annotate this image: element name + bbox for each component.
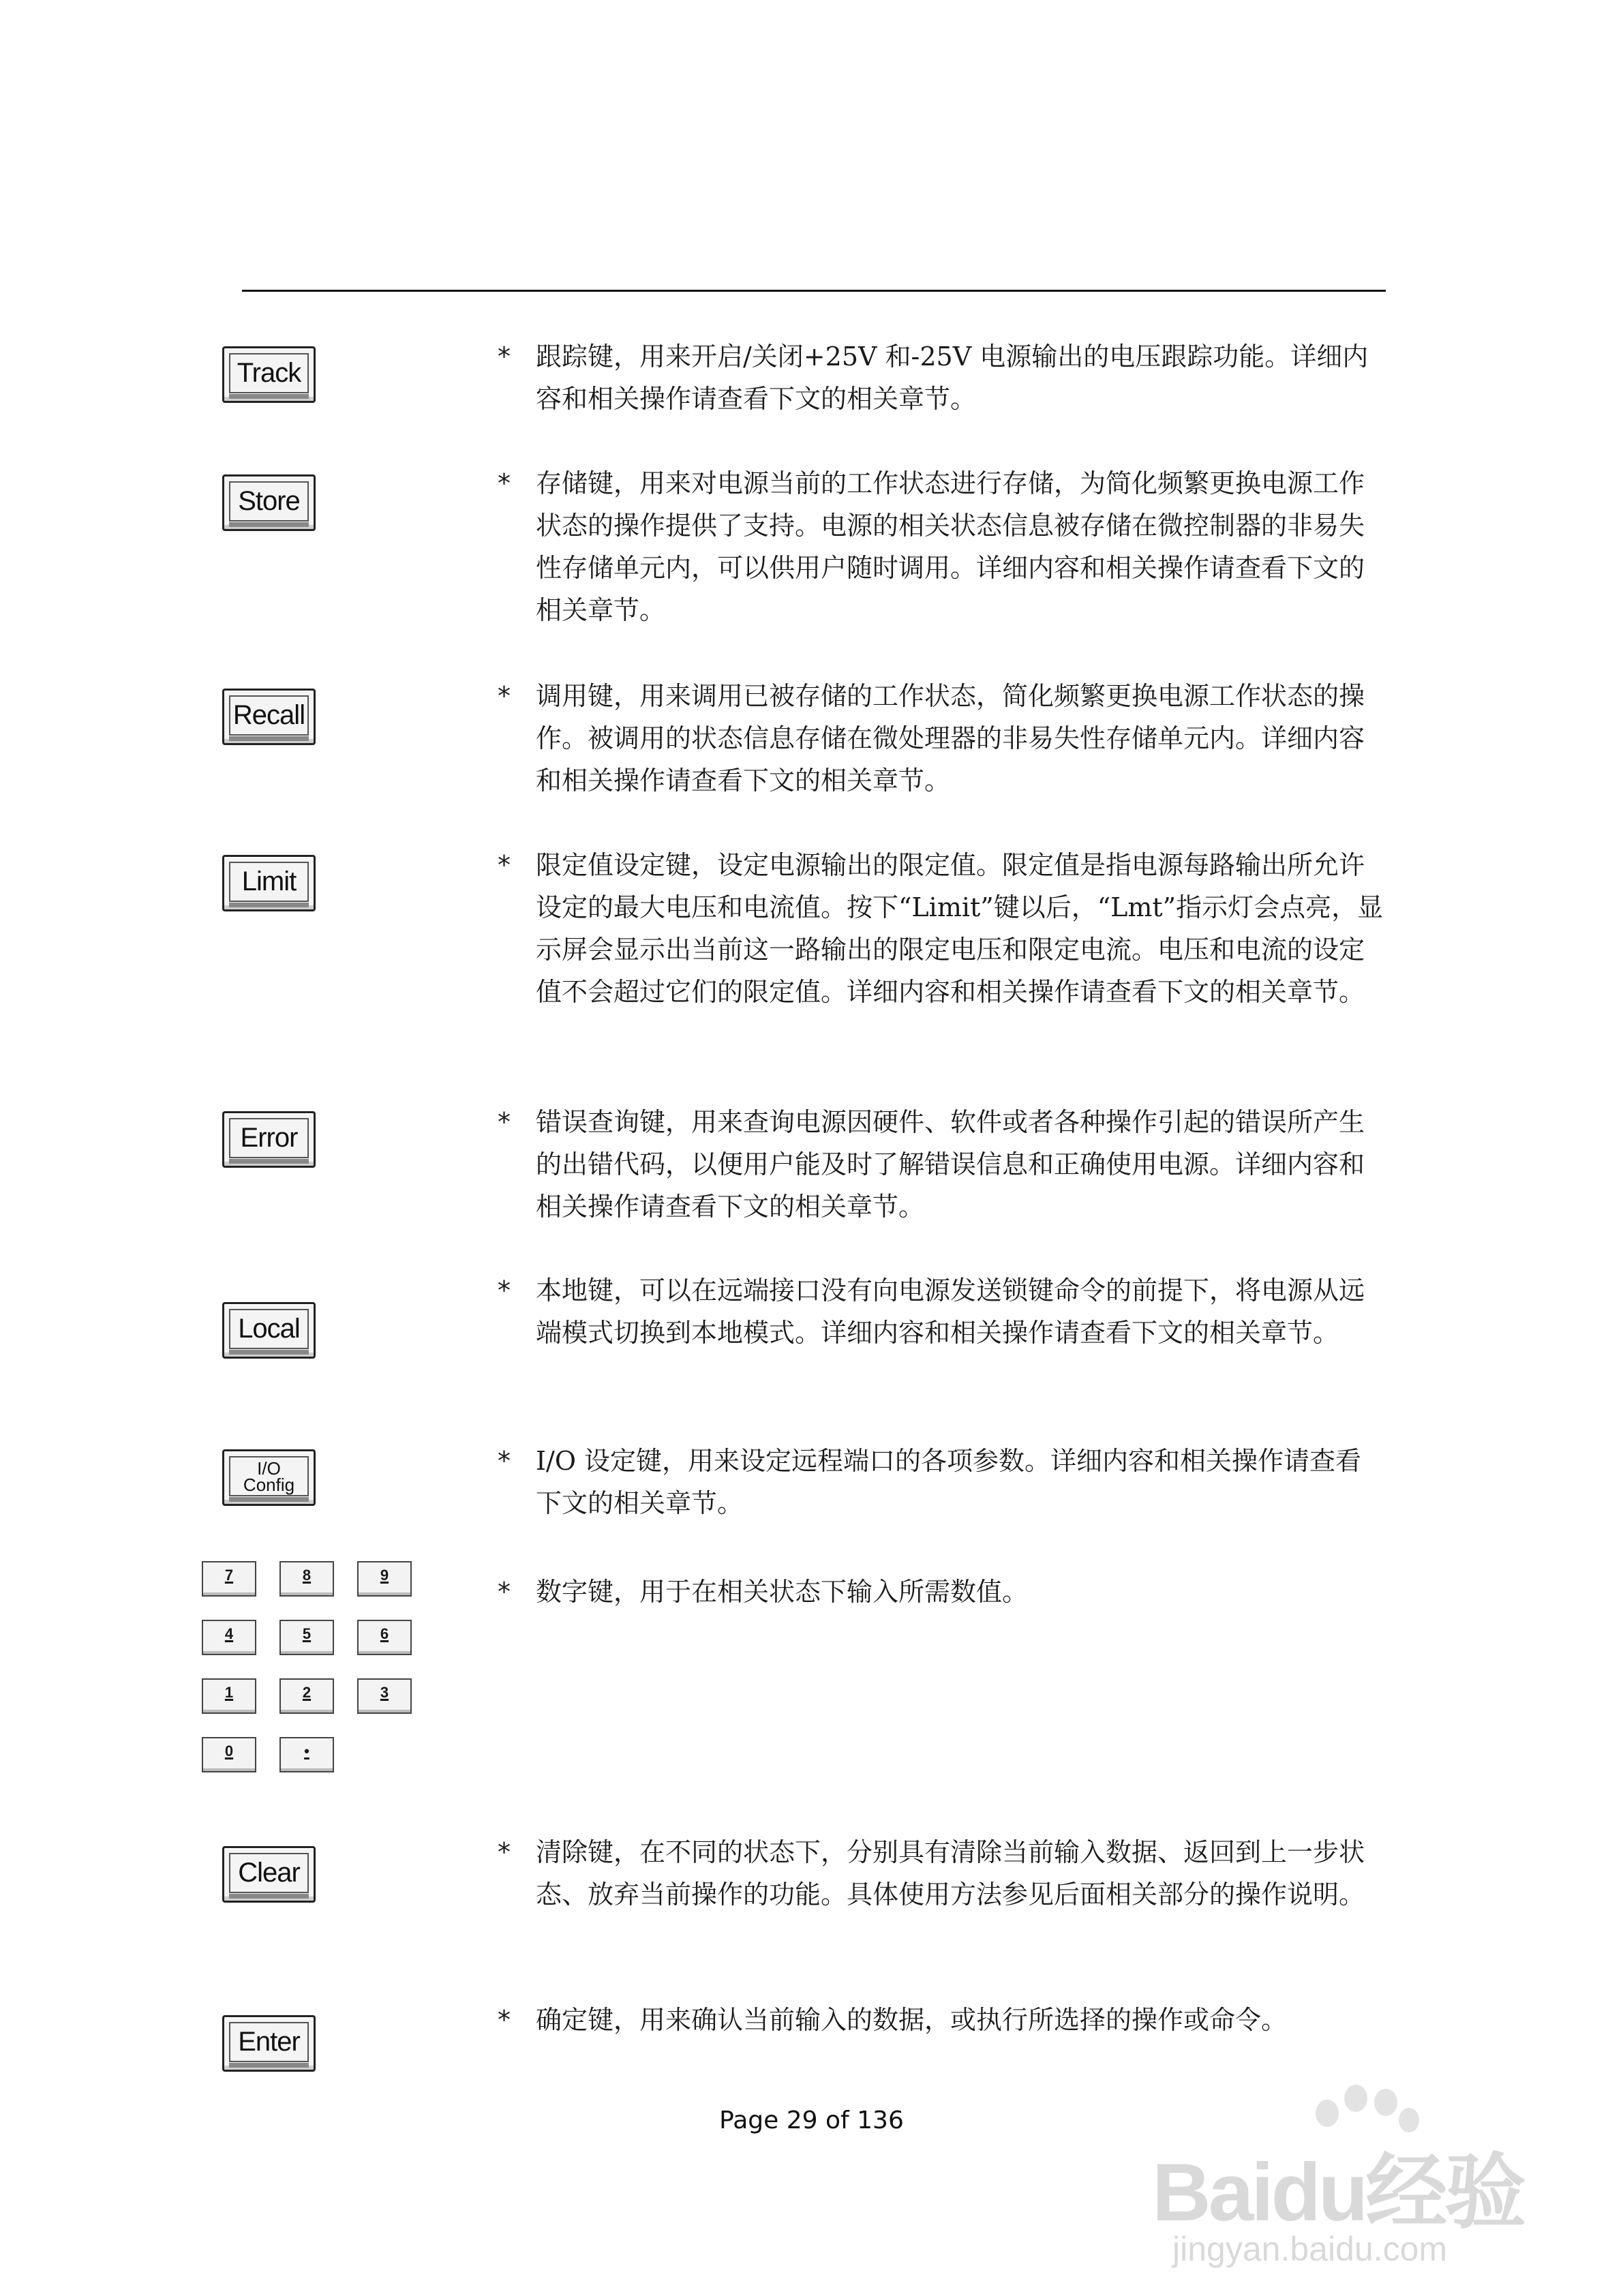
clear-key-label: Clear <box>229 1853 309 1893</box>
numpad-key-label: 3 <box>380 1684 389 1701</box>
numpad-key-label: 8 <box>302 1567 312 1584</box>
numpad-key-label: • <box>304 1742 309 1759</box>
store-text: 存储键，用来对电源当前的工作状态进行存储，为简化频繁更换电源工作状态的操作提供了支持。电源的相关状态信息被存储在微控制器的非易失性存储单元内，可以供用户随时调用。详细内容和相关操作请查看下文的相关章节。 <box>536 468 1365 625</box>
bullet: * <box>498 1446 511 1476</box>
numpad-text: 数字键，用于在相关状态下输入所需数值。 <box>536 1577 1029 1607</box>
recall-key-label: Recall <box>229 695 309 736</box>
track-description <box>498 335 1384 420</box>
io-config-key-bottom: Config <box>243 1474 295 1495</box>
error-description <box>498 1101 1384 1228</box>
io-config-key-label <box>229 1456 309 1496</box>
enter-key-icon <box>222 2015 316 2072</box>
numpad-key-8 <box>279 1561 334 1597</box>
watermark-logo: Baidu经验 <box>1152 2147 1524 2238</box>
io-config-text: I/O 设定键，用来设定远程端口的各项参数。详细内容和相关操作请查看下文的相关章节。 <box>536 1446 1362 1518</box>
local-description <box>498 1269 1384 1354</box>
clear-description <box>498 1831 1384 1916</box>
baidu-watermark <box>1152 2072 1534 2277</box>
error-key-icon <box>222 1111 316 1168</box>
recall-text: 调用键，用来调用已被存储的工作状态，简化频繁更换电源工作状态的操作。被调用的状态信息存储在微处理器的非易失性存储单元内。详细内容和相关操作请查看下文的相关章节。 <box>536 681 1365 796</box>
numpad-key-label: 7 <box>224 1567 234 1584</box>
numpad-key-4 <box>202 1620 256 1655</box>
store-description <box>498 462 1384 631</box>
limit-key-icon <box>222 855 316 911</box>
track-key-label: Track <box>229 353 309 393</box>
numpad-key-9 <box>357 1561 412 1597</box>
bullet: * <box>498 1275 511 1305</box>
numpad-description <box>498 1571 1384 1613</box>
numpad-key-5 <box>279 1620 334 1655</box>
local-key-label: Local <box>229 1309 309 1349</box>
header-rule <box>242 290 1386 292</box>
clear-key-icon <box>222 1846 316 1903</box>
clear-text: 清除键，在不同的状态下，分别具有清除当前输入数据、返回到上一步状态、放弃当前操作的功能。具体使用方法参见后面相关部分的操作说明。 <box>536 1837 1365 1909</box>
numpad-key-6 <box>357 1620 412 1655</box>
numpad-key-3 <box>357 1678 412 1714</box>
numpad-key-7 <box>202 1561 256 1597</box>
recall-description <box>498 675 1384 802</box>
bullet: * <box>498 342 511 372</box>
limit-description <box>498 844 1384 1013</box>
numpad-key-label: 5 <box>302 1625 312 1642</box>
watermark-url: jingyan.baidu.com <box>1172 2230 1448 2268</box>
io-config-key-top: I/O <box>257 1457 281 1479</box>
limit-text: 限定值设定键，设定电源输出的限定值。限定值是指电源每路输出所允许设定的最大电压和电流值。按下“Limit”键以后，“Lmt”指示灯会点亮，显示屏会显示出当前这一路输出的限定电压和限定电流。电压和电流的设定值不会超过它们的限定值。详细内容和相关操作请查看下文的相关章节。 <box>536 850 1384 1007</box>
local-key-icon <box>222 1302 316 1359</box>
recall-key-icon <box>222 689 316 745</box>
enter-text: 确定键，用来确认当前输入的数据，或执行所选择的操作或命令。 <box>536 2005 1288 2035</box>
numpad-key-dot <box>279 1737 334 1772</box>
limit-key-label: Limit <box>229 862 309 902</box>
store-key-label: Store <box>229 481 309 522</box>
io-config-key-icon <box>222 1449 316 1506</box>
bullet: * <box>498 850 511 880</box>
error-text: 错误查询键，用来查询电源因硬件、软件或者各种操作引起的错误所产生的出错代码，以便用户能及时了解错误信息和正确使用电源。详细内容和相关操作请查看下文的相关章节。 <box>536 1107 1365 1222</box>
bullet: * <box>498 1577 511 1607</box>
numpad-key-2 <box>279 1678 334 1714</box>
bullet: * <box>498 1837 511 1867</box>
bullet: * <box>498 1107 511 1137</box>
numpad-key-label: 9 <box>380 1567 389 1584</box>
error-key-label: Error <box>229 1118 309 1158</box>
bullet: * <box>498 2005 511 2035</box>
enter-key-label: Enter <box>229 2022 309 2062</box>
numpad-key-label: 1 <box>224 1684 234 1701</box>
numpad-key-1 <box>202 1678 256 1714</box>
bullet: * <box>498 681 511 711</box>
local-text: 本地键，可以在远端接口没有向电源发送锁键命令的前提下，将电源从远端模式切换到本地模式。详细内容和相关操作请查看下文的相关章节。 <box>536 1275 1365 1348</box>
track-text: 跟踪键，用来开启/关闭+25V 和-25V 电源输出的电压跟踪功能。详细内容和相关操作请查看下文的相关章节。 <box>536 342 1369 414</box>
bullet: * <box>498 468 511 498</box>
page-number: Page 29 of 136 <box>719 2106 904 2134</box>
enter-description <box>498 1999 1384 2041</box>
numpad-key-label: 2 <box>302 1684 312 1701</box>
numpad-key-label: 6 <box>380 1625 389 1642</box>
io-config-description <box>498 1440 1384 1524</box>
track-key-icon <box>222 346 316 403</box>
numpad-key-label: 0 <box>224 1742 234 1759</box>
store-key-icon <box>222 474 316 531</box>
numpad-key-0 <box>202 1737 256 1772</box>
numpad-key-label: 4 <box>224 1625 234 1642</box>
